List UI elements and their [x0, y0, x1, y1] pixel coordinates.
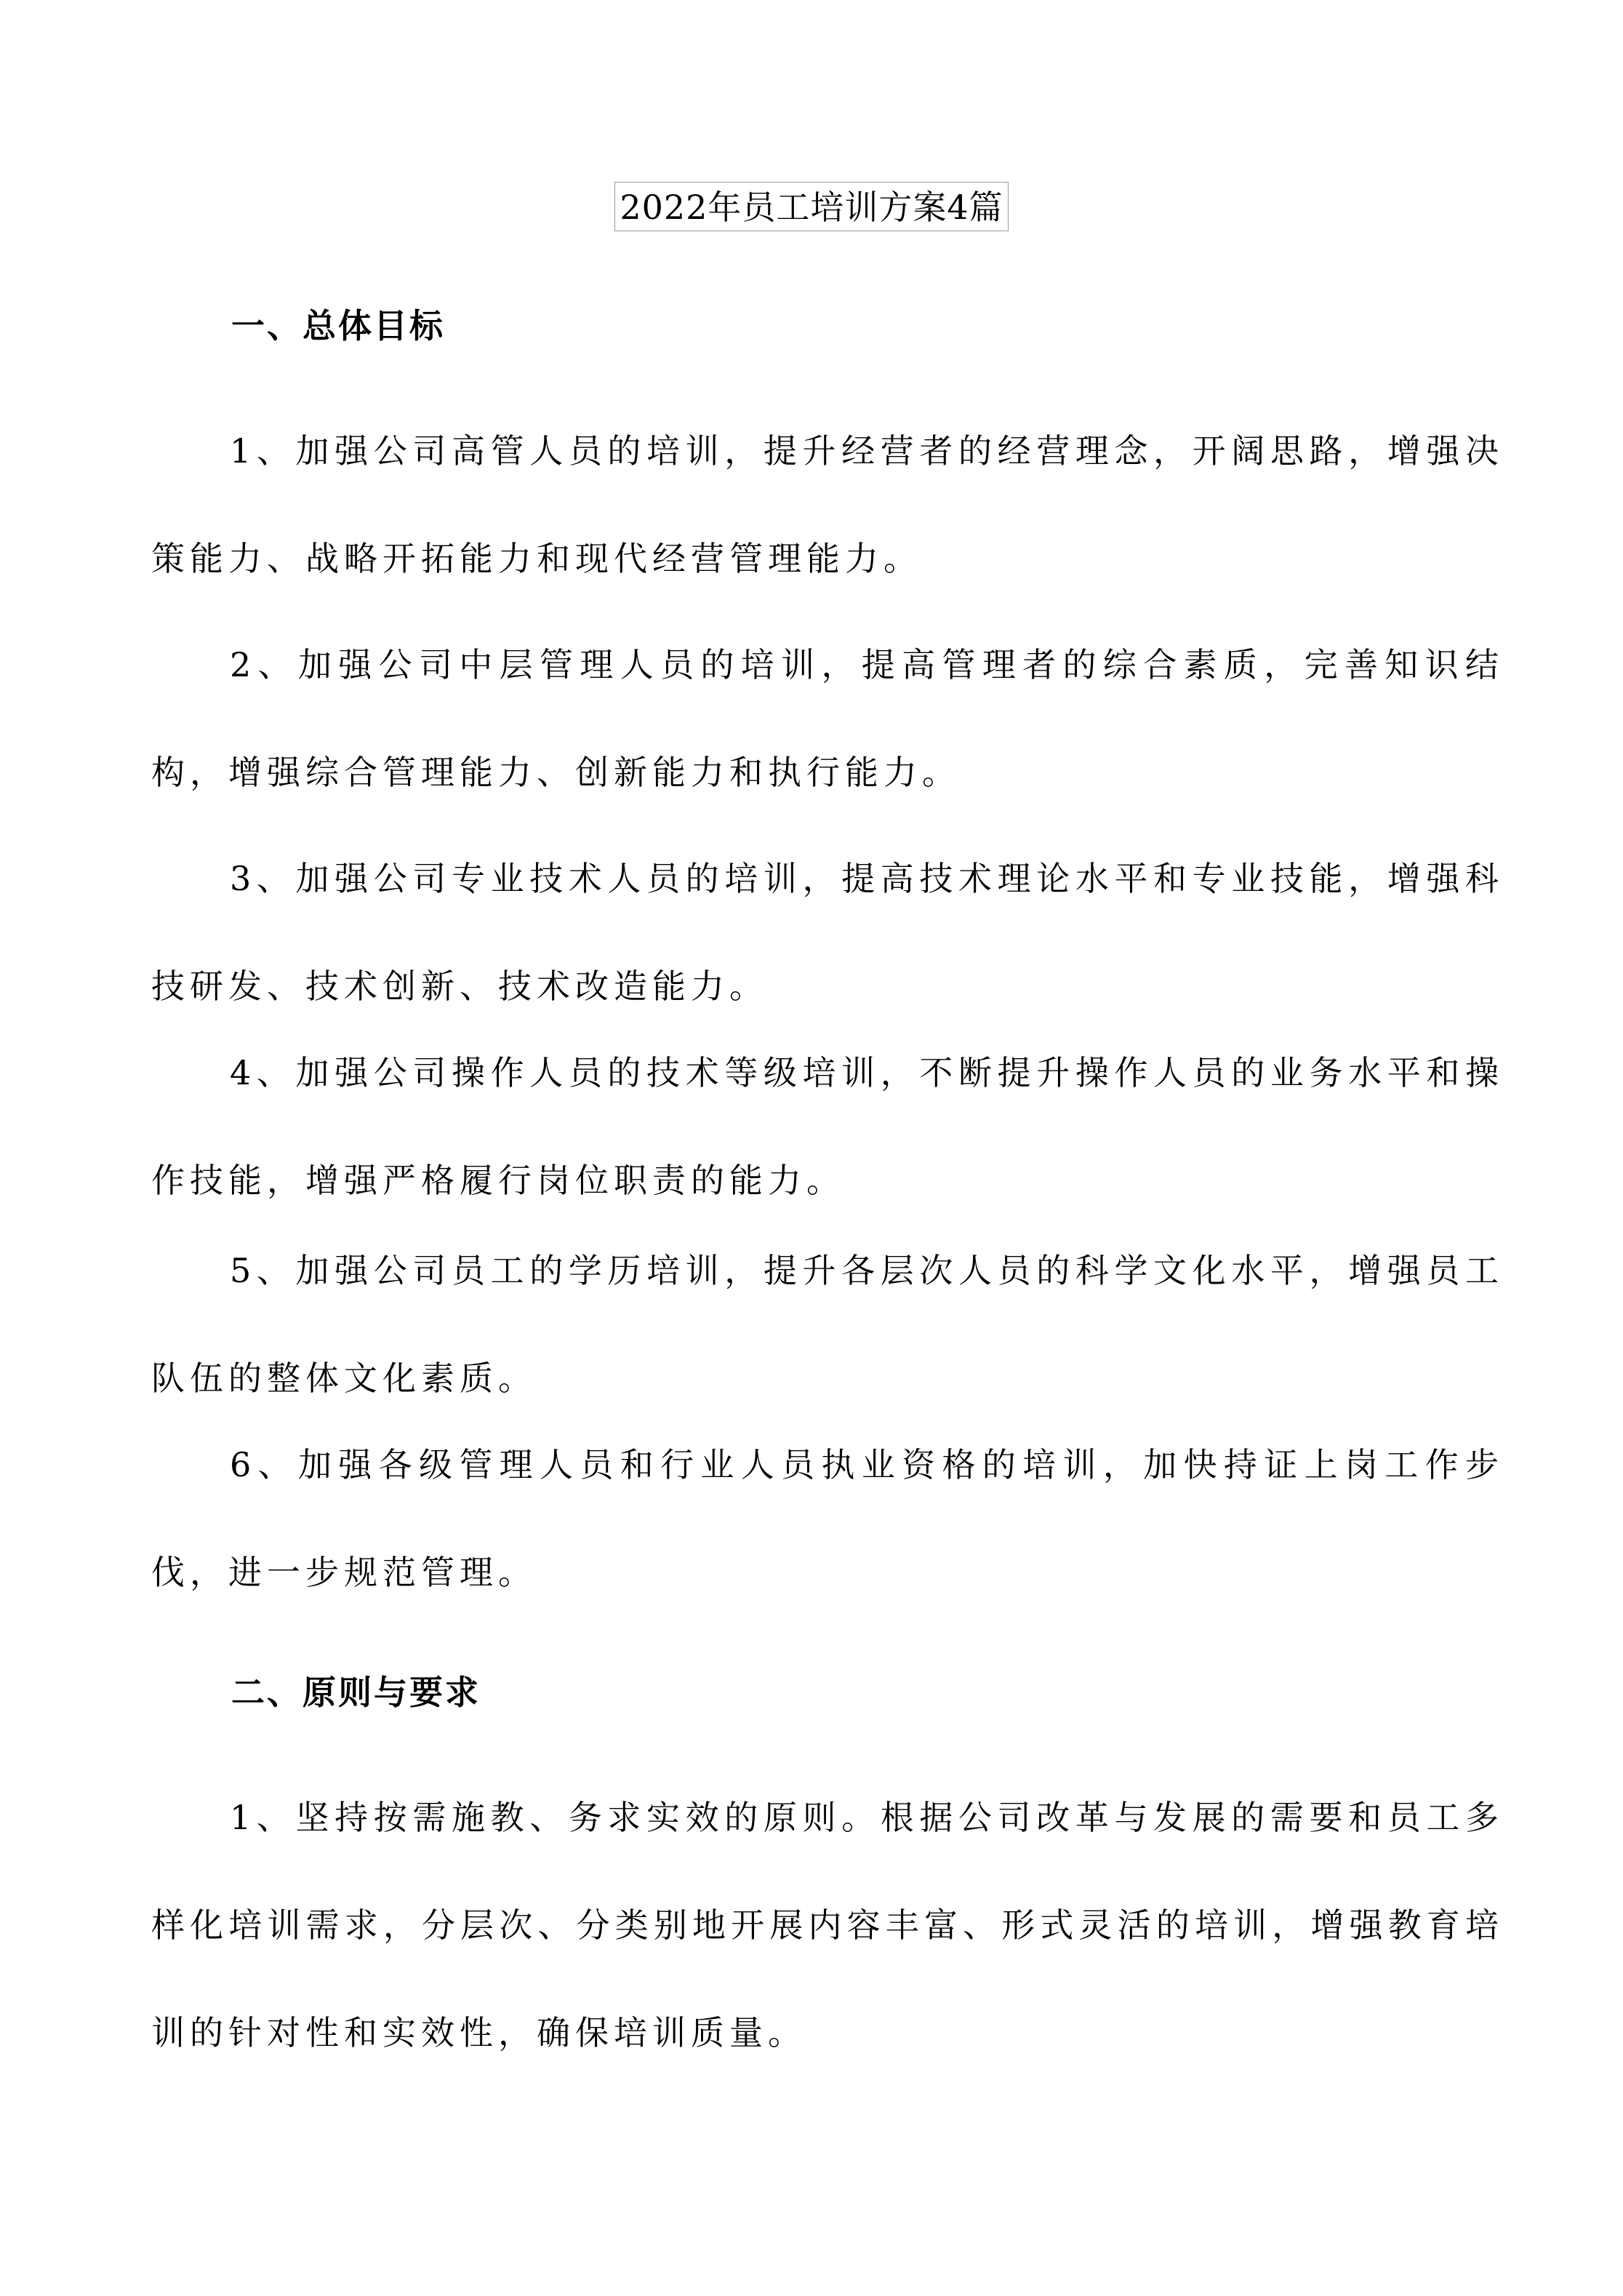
paragraph-goal-5: 5、加强公司员工的学历培训，提升各层次人员的科学文化水平，增强员工队伍的整体文化素质。: [151, 1251, 1504, 1398]
section-heading-goals: 一、总体目标: [231, 306, 445, 345]
paragraph-goal-1: 1、加强公司高管人员的培训，提升经营者的经营理念，开阔思路，增强决策能力、战略开拓能力和现代经营管理能力。: [151, 431, 1504, 578]
title-container: [0, 182, 1623, 231]
paragraph-goal-4: 4、加强公司操作人员的技术等级培训，不断提升操作人员的业务水平和操作技能，增强严格履行岗位职责的能力。: [151, 1053, 1504, 1200]
paragraph-principle-1: 1、坚持按需施教、务求实效的原则。根据公司改革与发展的需要和员工多样化培训需求，分层次、分类别地开展内容丰富、形式灵活的培训，增强教育培训的针对性和实效性，确保培训质量。: [151, 1798, 1504, 2052]
document-title: 2022年员工培训方案4篇: [614, 182, 1008, 231]
paragraph-goal-3: 3、加强公司专业技术人员的培训，提高技术理论水平和专业技能，增强科技研发、技术创新、技术改造能力。: [151, 859, 1504, 1006]
section-heading-principles: 二、原则与要求: [231, 1673, 481, 1712]
paragraph-goal-6: 6、加强各级管理人员和行业人员执业资格的培训，加快持证上岗工作步伐，进一步规范管理。: [151, 1445, 1504, 1592]
paragraph-goal-2: 2、加强公司中层管理人员的培训，提高管理者的综合素质，完善知识结构，增强综合管理能力、创新能力和执行能力。: [151, 645, 1504, 792]
